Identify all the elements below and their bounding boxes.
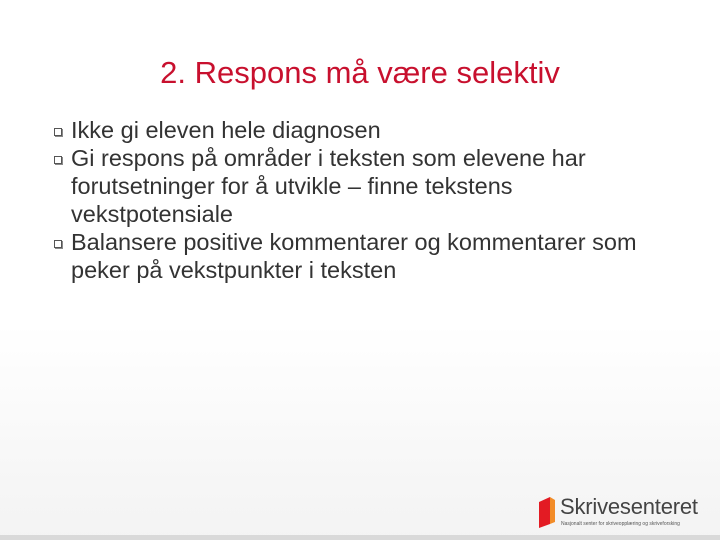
logo-tagline: Nasjonalt senter for skriveopplæring og skriveforsking (561, 521, 680, 527)
checkbox-bullet-icon (54, 240, 62, 248)
bullet-text: Ikke gi eleven hele diagnosen (71, 117, 381, 143)
skrivesenteret-logo (536, 494, 706, 532)
bullet-list (52, 116, 672, 284)
bullet-text: Gi respons på områder i teksten som elevene har forutsetninger for å utvikle – finne tekstens vekstpotensiale (71, 145, 586, 227)
bullet-item (52, 144, 672, 228)
checkbox-bullet-icon (54, 156, 62, 164)
checkbox-bullet-icon (54, 128, 62, 136)
bullet-item (52, 228, 672, 284)
logo-mark-icon (536, 494, 558, 528)
bullet-text: Balansere positive kommentarer og kommentarer som peker på vekstpunkter i teksten (71, 229, 637, 283)
slide-title: 2. Respons må være selektiv (160, 54, 560, 90)
bullet-item (52, 116, 672, 144)
bottom-divider (0, 535, 720, 540)
logo-name: Skrivesenteret (560, 494, 698, 519)
